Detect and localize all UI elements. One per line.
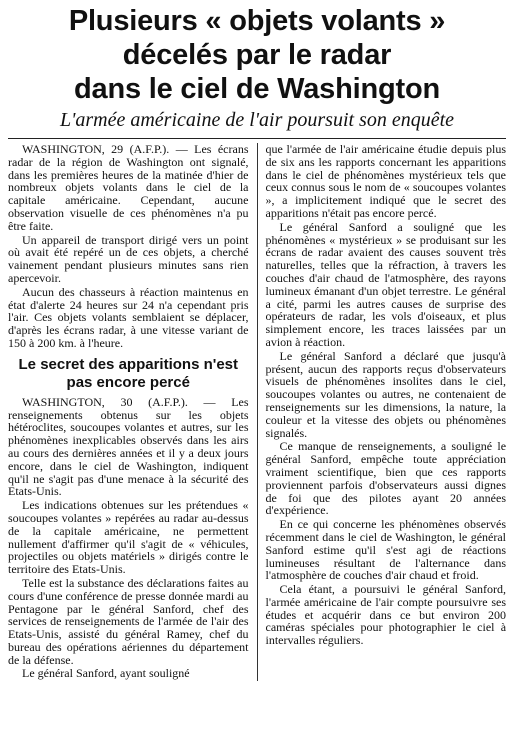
headline-line-3: dans le ciel de Washington [74,73,440,105]
section-title: Le secret des apparitions n'est pas encore percé [18,355,238,391]
paragraph: Un appareil de transport dirigé vers un point où avait été repéré un de ces objets, a cherché vainement pendant plusieurs minutes sans rien apercevoir. [8,232,249,285]
left-column [8,143,249,681]
headline-line-1: Plusieurs « objets volants » [68,5,446,37]
paragraph-text: — Les renseignements obtenus sur les objets hétéroclites, soucoupes volantes et autres, sur les phénomènes inexplicables observés dans les airs au cours des dernières années et il y a deux jours encore, dans le ciel de Washington, indiquent qu'il ne s'agit pas d'une menace à la sécurité des Etats-Unis. [8,394,249,499]
headline [8,4,506,106]
newspaper-article [0,4,514,752]
paragraph: En ce qui concerne les phénomènes observés récemment dans le ciel de Washington, le général Sanford estime qu'il s'est agi de réactions lumineuses résultant de l'alternance dans l'atmosphère de couches d'air chaud et froid. [265,517,507,583]
paragraph: Le général Sanford a souligné que les phénomènes « mystérieux » se produisant sur les écrans de radar avaient des causes souvent très naturelles, telles que la réfraction, à travers les couches d'air chaud de l'atmosphère, des rayons lumineux émanant d'un objet terrestre. Le général a cité, parmi les autres causes de surprise des opérateurs de radar, les vols d'oiseaux, et plus simplement encore, les traces laissées par un avion à réaction. [265,219,507,349]
subheadline: L'armée américaine de l'air poursuit son enquête [59,109,455,131]
paragraph: Cela étant, a poursuivi le général Sanford, l'armée américaine de l'air compte poursuivre ses études et acquérir dans ce but environ 200 caméras spéciales pour photographier le ciel à intervalles réguliers. [265,582,507,648]
headline-line-2: décelés par le radar [122,39,392,71]
dateline: WASHINGTON, 29 (A.F.P.). [22,142,170,156]
paragraph: Le général Sanford a déclaré que jusqu'à présent, aucun des rapports reçus d'observateurs visuels de phénomènes insolites dans le ciel, soucoupes volantes ou autres, ne contenaient de renseignements sur les dimensions, la nature, la couleur et la vitesse des objets ou phénomènes signalés. [265,348,507,440]
paragraph: Ce manque de renseignements, a souligné le général Sanford, empêche toute appréciation vraiment scientifique, bien que ces rapports proviennent parfois d'observateurs aussi dignes de foi que des pilotes ayant 20 années d'expérience. [265,439,507,518]
paragraph: que l'armée de l'air américaine étudie depuis plus de six ans les rapports concernant les apparitions dans le ciel de phénomènes mystérieux tels que ceux connus sous le nom de « soucoupes volantes », a implicitement indiqué que le secret des apparitions n'était pas encore percé. [265,142,507,220]
header-rule [8,138,506,139]
column-divider [257,143,258,681]
dateline: WASHINGTON, 30 (A.F.P.). [22,394,188,409]
paragraph [8,143,249,233]
paragraph-text: — Les écrans radar de la région de Washington ont signalé, dans les premières heures de la matinée d'hier de nombreux objets volants dans le ciel de la capitale américaine. Cependant, aucune observation visuelle de ces phénomènes n'a pu être faite. [8,142,249,233]
paragraph: Le général Sanford, ayant souligné [22,666,190,681]
paragraph: Aucun des chasseurs à réaction maintenus en état d'alerte 24 heures sur 24 n'a cependant pris l'air. Ces objets volants semblaient se déplacer, d'après les écrans radar, à une vitesse variant de 150 à 200 km. à l'heure. [8,284,249,350]
right-column [266,143,507,681]
article-columns [8,143,506,681]
paragraph: Telle est la substance des déclarations faites au cours d'une conférence de presse donnée mardi au Pentagone par le général Sanford, chef des services de renseignements de l'armée de l'air des Etats-Unis, assisté du général Ramey, chef du bureau des opérations aériennes du département de la défense. [8,575,249,667]
paragraph: Les indications obtenues sur les prétendues « soucoupes volantes » repérées au radar au-dessus de la capitale américaine, ne permettent nullement d'affirmer qu'il s'agit de « véhicules, projectiles ou objets matériels » dirigés contre le territoire des Etats-Unis. [8,498,249,577]
paragraph [8,396,249,498]
